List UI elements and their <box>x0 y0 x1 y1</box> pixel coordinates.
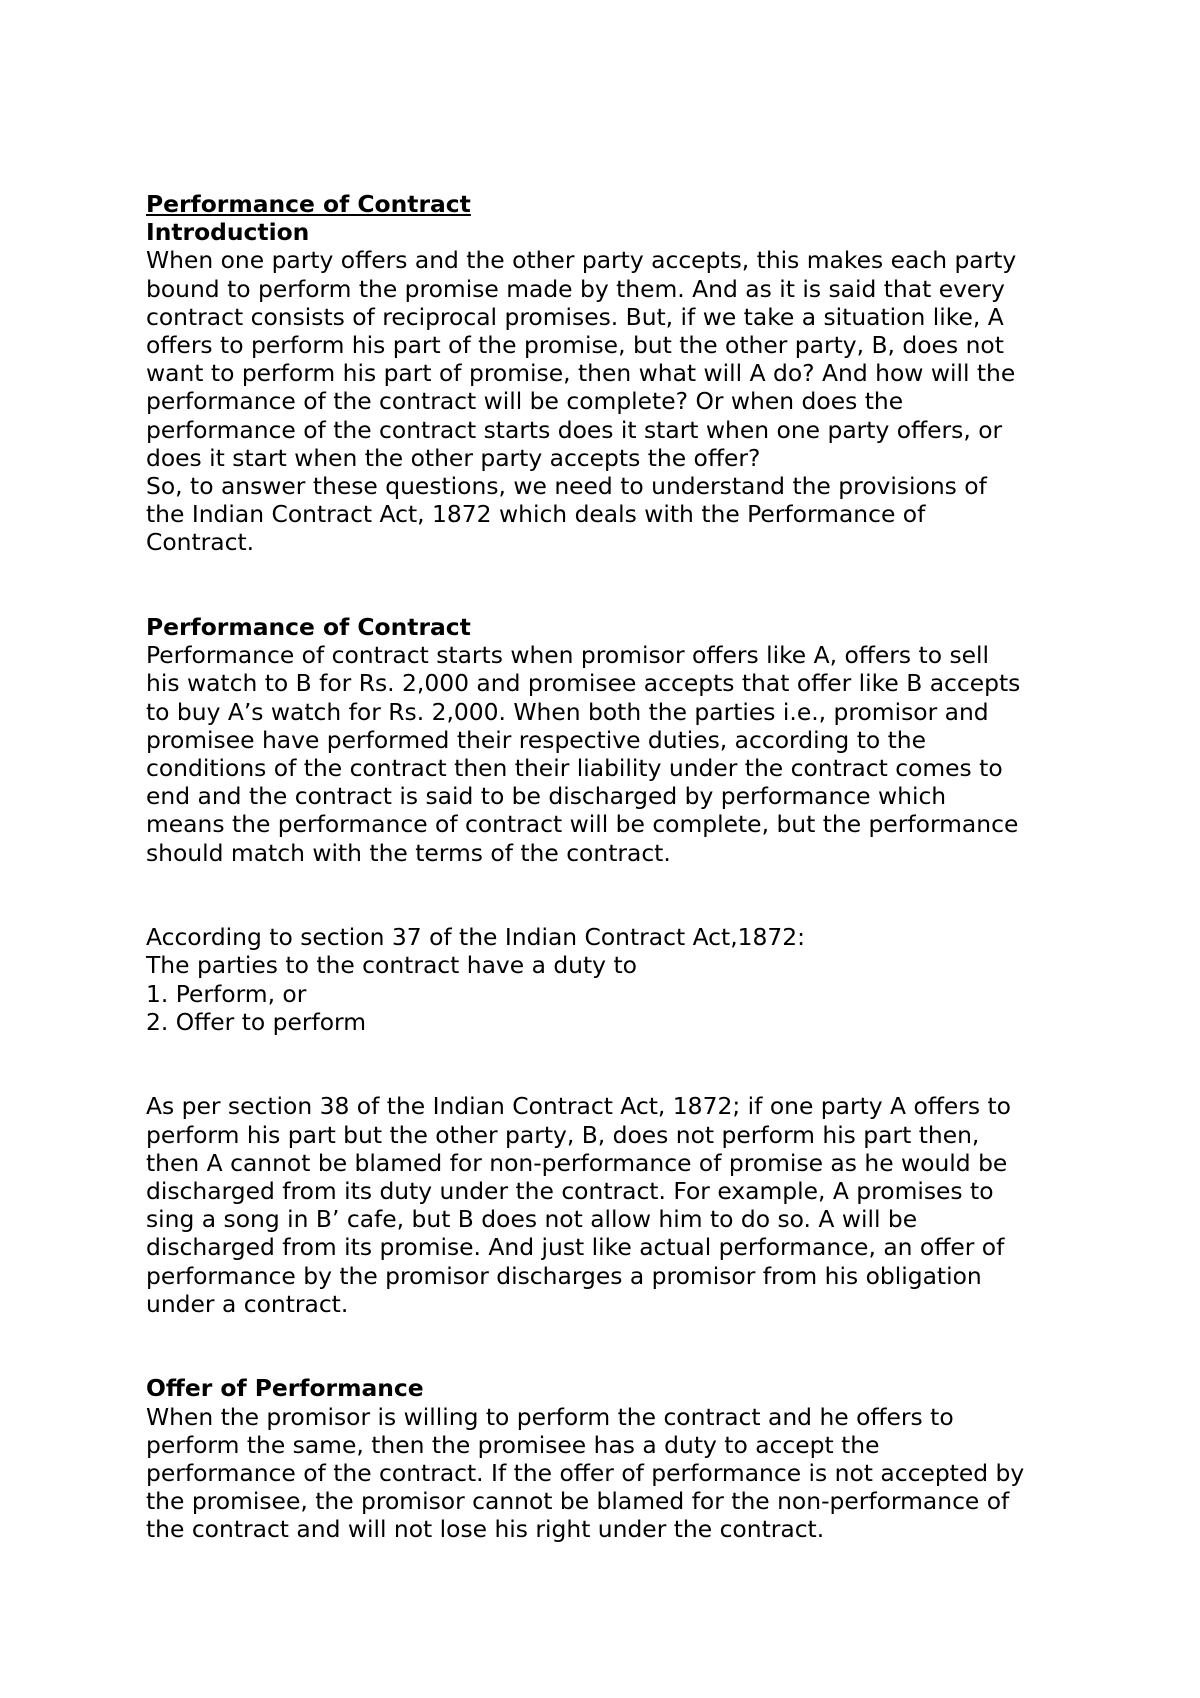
text-line: performance by the promisor discharges a promisor from his obligation <box>146 1261 982 1290</box>
performance-heading: Performance of Contract <box>146 613 471 642</box>
text-line: then A cannot be blamed for non-performance of promise as he would be <box>146 1148 1008 1177</box>
document-body <box>146 190 1086 1544</box>
text-line: want to perform his part of promise, then what will A do? And how will the <box>146 359 1016 388</box>
text-line: contract consists of reciprocal promises. But, if we take a situation like, A <box>146 302 1004 331</box>
performance-paragraph <box>146 641 1086 867</box>
text-line: sing a song in B’ cafe, but B does not allow him to do so. A will be <box>146 1205 918 1234</box>
text-line: discharged from its duty under the contract. For example, A promises to <box>146 1177 994 1206</box>
text-line: means the performance of contract will be complete, but the performance <box>146 810 1019 839</box>
spacer <box>146 585 1086 613</box>
section-37-paragraph <box>146 923 1086 1036</box>
list-item: 2. Offer to perform <box>146 1007 367 1036</box>
text-line: So, to answer these questions, we need to understand the provisions of <box>146 472 987 501</box>
text-line: According to section 37 of the Indian Contract Act,1872: <box>146 923 806 952</box>
text-line: performance of the contract starts does it start when one party offers, or <box>146 415 1003 444</box>
spacer <box>146 1346 1086 1374</box>
section-38-paragraph <box>146 1092 1086 1318</box>
text-line: offers to perform his part of the promise, but the other party, B, does not <box>146 331 1004 360</box>
text-line: the Indian Contract Act, 1872 which deals with the Performance of <box>146 500 926 529</box>
text-line: When one party offers and the other party accepts, this makes each party <box>146 246 1017 275</box>
text-line: to buy A’s watch for Rs. 2,000. When both the parties i.e., promisor and <box>146 697 989 726</box>
spacer <box>146 1318 1086 1346</box>
text-line: under a contract. <box>146 1289 349 1318</box>
spacer <box>146 867 1086 895</box>
text-line: Contract. <box>146 528 255 557</box>
spacer <box>146 895 1086 923</box>
text-line: the promisee, the promisor cannot be blamed for the non-performance of <box>146 1487 1010 1516</box>
text-line: promisee have performed their respective duties, according to the <box>146 725 927 754</box>
text-line: his watch to B for Rs. 2,000 and promisee accepts that offer like B accepts <box>146 669 1021 698</box>
text-line: performance of the contract will be complete? Or when does the <box>146 387 904 416</box>
text-line: As per section 38 of the Indian Contract Act, 1872; if one party A offers to <box>146 1092 1011 1121</box>
text-line: performance of the contract. If the offer of performance is not accepted by <box>146 1459 1025 1488</box>
text-line: discharged from its promise. And just like actual performance, an offer of <box>146 1233 1005 1262</box>
offer-heading: Offer of Performance <box>146 1374 424 1403</box>
spacer <box>146 1036 1086 1064</box>
text-line: Performance of contract starts when promisor offers like A, offers to sell <box>146 641 990 670</box>
text-line: bound to perform the promise made by them. And as it is said that every <box>146 274 1005 303</box>
text-line: the contract and will not lose his right under the contract. <box>146 1515 825 1544</box>
spacer <box>146 1064 1086 1092</box>
introduction-heading: Introduction <box>146 218 310 247</box>
spacer <box>146 557 1086 585</box>
text-line: does it start when the other party accepts the offer? <box>146 443 761 472</box>
text-line: The parties to the contract have a duty to <box>146 951 637 980</box>
text-line: conditions of the contract then their liability under the contract comes to <box>146 754 1003 783</box>
text-line: perform the same, then the promisee has a duty to accept the <box>146 1430 880 1459</box>
offer-paragraph <box>146 1403 1086 1544</box>
text-line: perform his part but the other party, B, does not perform his part then, <box>146 1120 980 1149</box>
text-line: When the promisor is willing to perform the contract and he offers to <box>146 1402 954 1431</box>
introduction-paragraph <box>146 246 1086 556</box>
text-line: end and the contract is said to be discharged by performance which <box>146 782 947 811</box>
document-title: Performance of Contract <box>146 190 471 218</box>
text-line: should match with the terms of the contract. <box>146 838 671 867</box>
list-item: 1. Perform, or <box>146 979 307 1008</box>
